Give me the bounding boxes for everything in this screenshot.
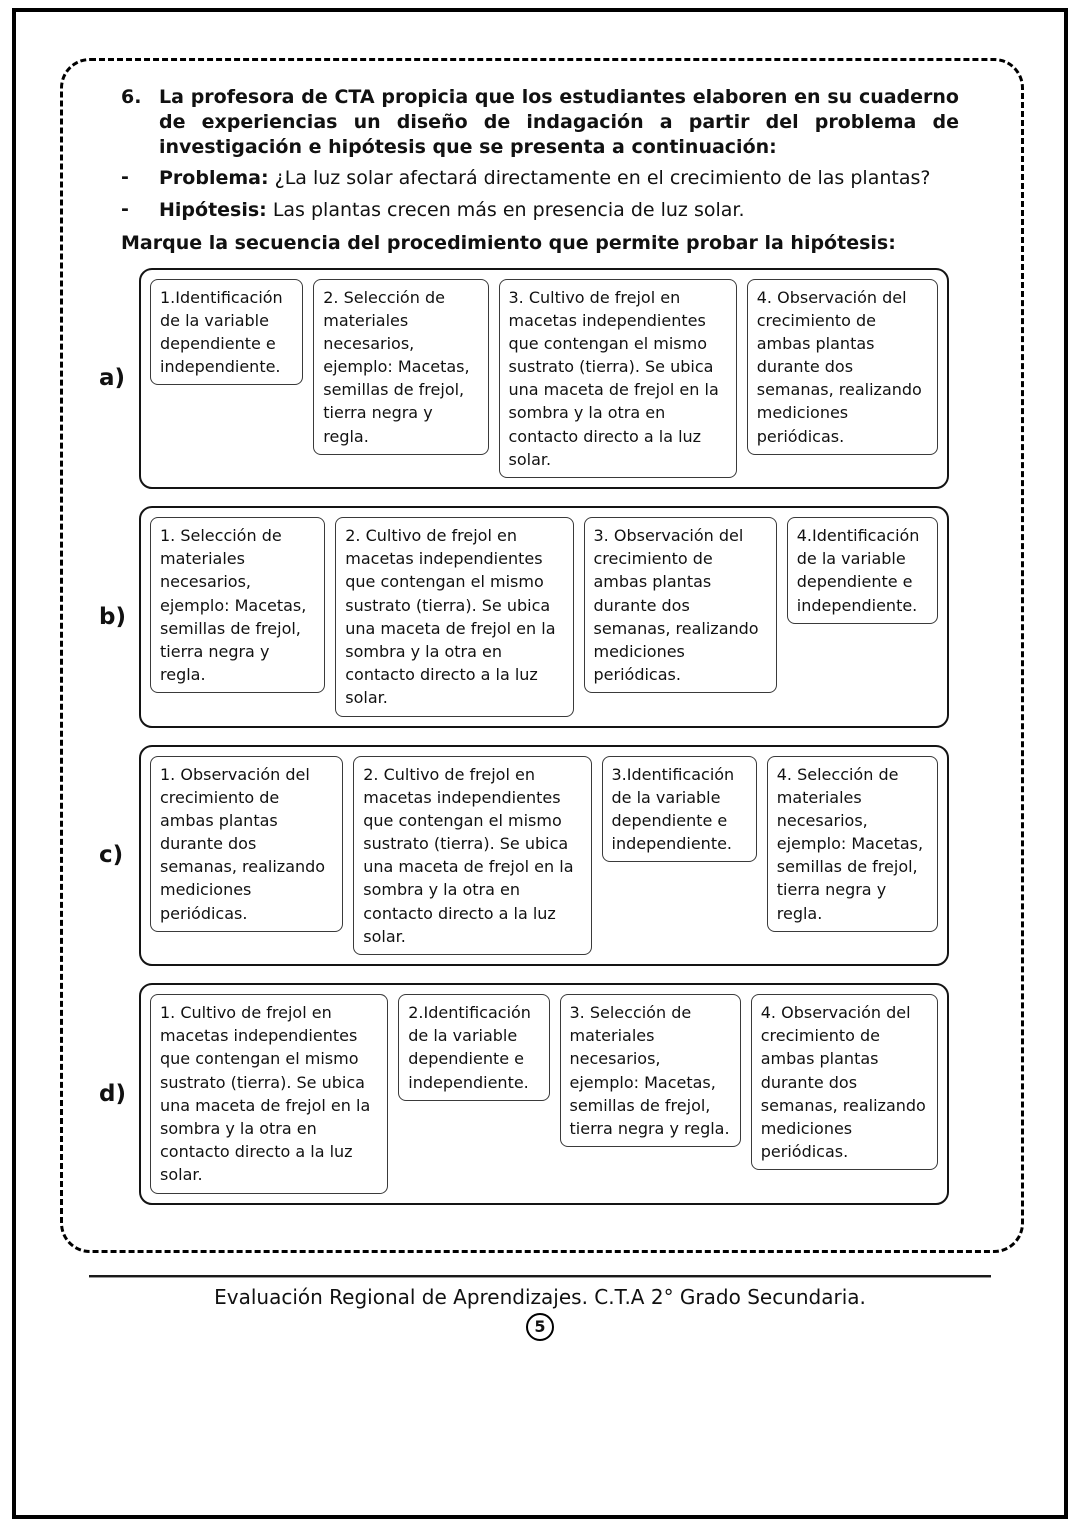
option-a-box bbox=[139, 268, 949, 490]
option-d-letter: d) bbox=[99, 1080, 126, 1107]
instruction-text: Marque la secuencia del procedimiento que permite probar la hipótesis: bbox=[121, 231, 896, 254]
hipotesis-bullet: - bbox=[121, 197, 129, 220]
option-c-box bbox=[139, 745, 949, 967]
question-section bbox=[91, 85, 987, 254]
hipotesis-text: Las plantas crecen más en presencia de luz solar. bbox=[272, 198, 745, 221]
footer-divider bbox=[89, 1275, 991, 1278]
option-a-letter: a) bbox=[99, 365, 126, 392]
page-frame bbox=[12, 8, 1068, 1519]
hipotesis-text-block bbox=[159, 198, 959, 224]
question-row bbox=[121, 85, 959, 160]
option-b bbox=[91, 506, 987, 728]
problema-text-block bbox=[159, 166, 959, 192]
hipotesis-label: Hipótesis: bbox=[159, 198, 267, 221]
option-c-letter: c) bbox=[99, 842, 124, 869]
option-b-step-4: 4.Identificación de la variable dependiente e independiente. bbox=[787, 517, 938, 624]
problema-text: ¿La luz solar afectará directamente en el crecimiento de las plantas? bbox=[274, 167, 931, 190]
option-b-step-2: 2. Cultivo de frejol en macetas independientes que contengan el mismo sustrato (tierra). Se ubica una maceta de frejol en la sombra y la otra en contacto directo a la luz solar. bbox=[335, 517, 573, 717]
option-d-step-1: 1. Cultivo de frejol en macetas independientes que contengan el mismo sustrato (tierra). Se ubica una maceta de frejol en la sombra y la otra en contacto directo a la luz solar. bbox=[150, 994, 388, 1194]
option-d-box bbox=[139, 983, 949, 1205]
question-number: 6. bbox=[121, 86, 142, 108]
option-c-step-2: 2. Cultivo de frejol en macetas independientes que contengan el mismo sustrato (tierra). Se ubica una maceta de frejol en la sombra y la otra en contacto directo a la luz solar. bbox=[353, 756, 591, 956]
option-a-step-3: 3. Cultivo de frejol en macetas independientes que contengan el mismo sustrato (tierra). Se ubica una maceta de frejol en la sombra y la otra en contacto directo a la luz solar. bbox=[499, 279, 737, 479]
option-a-step-1: 1.Identificación de la variable dependiente e independiente. bbox=[150, 279, 303, 386]
dashed-border-box bbox=[60, 58, 1024, 1253]
option-b-step-1: 1. Selección de materiales necesarios, ejemplo: Macetas, semillas de frejol, tierra negra y regla. bbox=[150, 517, 325, 693]
option-a-step-2: 2. Selección de materiales necesarios, ejemplo: Macetas, semillas de frejol, tierra negra y regla. bbox=[313, 279, 488, 455]
option-c-step-1: 1. Observación del crecimiento de ambas plantas durante dos semanas, realizando mediciones periódicas. bbox=[150, 756, 343, 932]
option-c-step-3: 3.Identificación de la variable dependiente e independiente. bbox=[602, 756, 757, 863]
footer-text: Evaluación Regional de Aprendizajes. C.T.A 2° Grado Secundaria. bbox=[214, 1284, 866, 1309]
option-b-step-3: 3. Observación del crecimiento de ambas plantas durante dos semanas, realizando mediciones periódicas. bbox=[584, 517, 777, 693]
option-d-step-2: 2.Identificación de la variable dependiente e independiente. bbox=[398, 994, 549, 1101]
option-b-letter: b) bbox=[99, 603, 126, 630]
option-c bbox=[91, 745, 987, 967]
option-a bbox=[91, 268, 987, 490]
page-number-badge: 5 bbox=[526, 1313, 554, 1341]
option-d-step-4: 4. Observación del crecimiento de ambas plantas durante dos semanas, realizando mediciones periódicas. bbox=[751, 994, 938, 1170]
page-footer bbox=[16, 1275, 1064, 1341]
problema-row bbox=[121, 166, 959, 192]
hipotesis-row bbox=[121, 198, 959, 224]
option-d-step-3: 3. Selección de materiales necesarios, ejemplo: Macetas, semillas de frejol, tierra negra y regla. bbox=[560, 994, 741, 1147]
question-text: La profesora de CTA propicia que los estudiantes elaboren en su cuaderno de experiencias un diseño de indagación a partir del problema de investigación e hipótesis que se presenta a continuación: bbox=[159, 86, 959, 159]
option-a-step-4: 4. Observación del crecimiento de ambas plantas durante dos semanas, realizando mediciones periódicas. bbox=[747, 279, 938, 455]
option-c-step-4: 4. Selección de materiales necesarios, ejemplo: Macetas, semillas de frejol, tierra negra y regla. bbox=[767, 756, 938, 932]
problema-bullet: - bbox=[121, 166, 129, 189]
problema-label: Problema: bbox=[159, 167, 269, 190]
options-list bbox=[91, 268, 987, 1205]
option-d bbox=[91, 983, 987, 1205]
option-b-box bbox=[139, 506, 949, 728]
